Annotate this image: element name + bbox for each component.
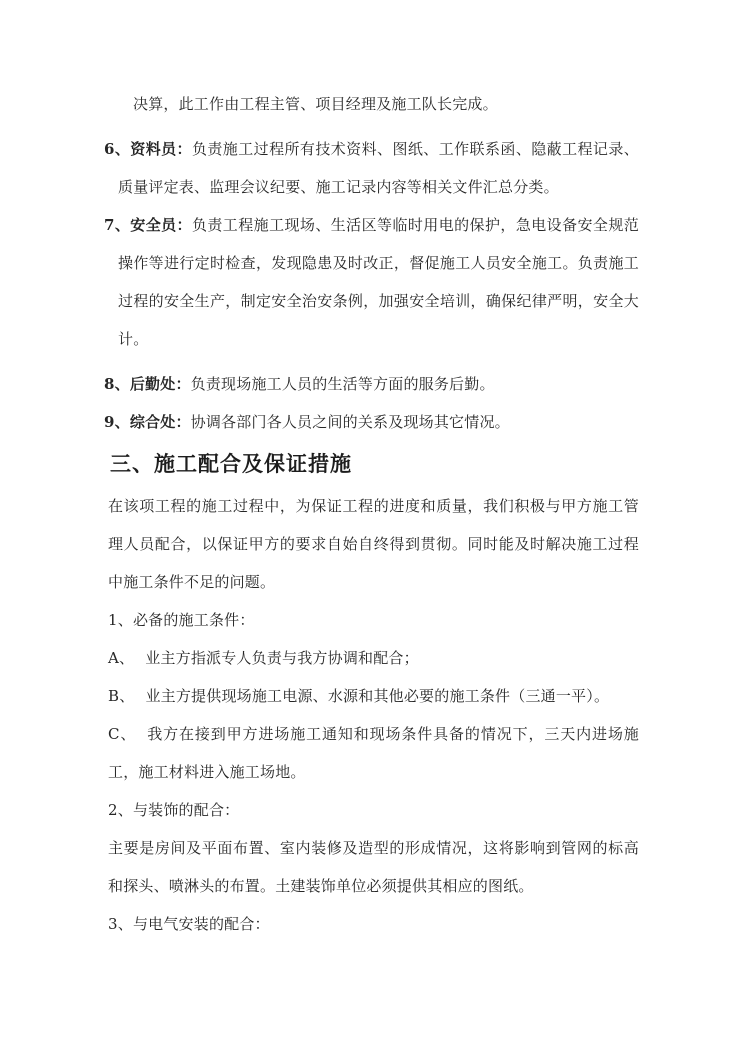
role-6-title: 资料员： xyxy=(130,140,192,158)
list-item-a-text: 业主方指派专人负责与我方协调和配合； xyxy=(145,649,419,667)
role-6-description: 负责施工过程所有技术资料、图纸、工作联系函、隐蔽工程记录、质量评定表、监理会议纪要、施工记录内容等相关文件汇总分类。 xyxy=(118,140,639,196)
role-9-number: 9、 xyxy=(104,413,130,431)
role-8-title: 后勤处： xyxy=(129,375,191,393)
role-7-title: 安全员： xyxy=(130,216,192,234)
role-9-title: 综合处： xyxy=(129,413,191,431)
role-7-description: 负责工程施工现场、生活区等临时用电的保护，急电设备安全规范操作等进行定时检查，发现隐患及时改正，督促施工人员安全施工。负责施工过程的安全生产，制定安全治安条例，加强安全培训，确保纪律严明，安全大计。 xyxy=(118,216,639,348)
list-item-b-text: 业主方提供现场施工电源、水源和其他必要的施工条件（三通一平）。 xyxy=(145,687,610,705)
role-item-7 xyxy=(104,206,639,358)
paragraph-item2-title: 2、与装饰的配合： xyxy=(108,801,240,819)
list-item-b xyxy=(104,677,639,715)
list-item-c-label: C、 xyxy=(108,725,137,743)
role-item-6 xyxy=(104,130,639,206)
role-8-number: 8、 xyxy=(104,375,130,393)
paragraph-intro-continuation xyxy=(104,85,639,123)
role-item-9 xyxy=(104,403,639,441)
role-7-number: 7、 xyxy=(104,216,131,234)
section-heading: 三、施工配合及保证措施 xyxy=(110,451,352,476)
list-item-c-text: 我方在接到甲方进场施工通知和现场条件具备的情况下，三天内进场施工，施工材料进入施工场地。 xyxy=(108,725,639,781)
list-item-b-label: B、 xyxy=(108,687,135,705)
intro-continuation-text: 决算，此工作由工程主管、项目经理及施工队长完成。 xyxy=(133,95,498,113)
paragraph-item1-title: 1、必备的施工条件： xyxy=(108,611,255,629)
role-6-number: 6、 xyxy=(104,140,131,158)
paragraph-item2-body: 主要是房间及平面布置、室内装修及造型的形成情况，这将影响到管网的标高和探头、喷淋头的布置。土建装饰单位必须提供其相应的图纸。 xyxy=(108,839,639,895)
paragraph-cooperation-intro: 在该项工程的施工过程中，为保证工程的进度和质量，我们积极与甲方施工管理人员配合，以保证甲方的要求自始自终得到贯彻。同时能及时解决施工过程中施工条件不足的问题。 xyxy=(108,497,639,591)
paragraph-item3-title: 3、与电气安装的配合： xyxy=(108,915,270,933)
list-item-c xyxy=(104,715,639,791)
list-item-a-label: A、 xyxy=(108,649,135,667)
document-content xyxy=(104,85,639,943)
list-item-a xyxy=(104,639,639,677)
role-8-description: 负责现场施工人员的生活等方面的服务后勤。 xyxy=(190,375,495,393)
role-item-8 xyxy=(104,365,639,403)
role-9-description: 协调各部门各人员之间的关系及现场其它情况。 xyxy=(190,413,510,431)
